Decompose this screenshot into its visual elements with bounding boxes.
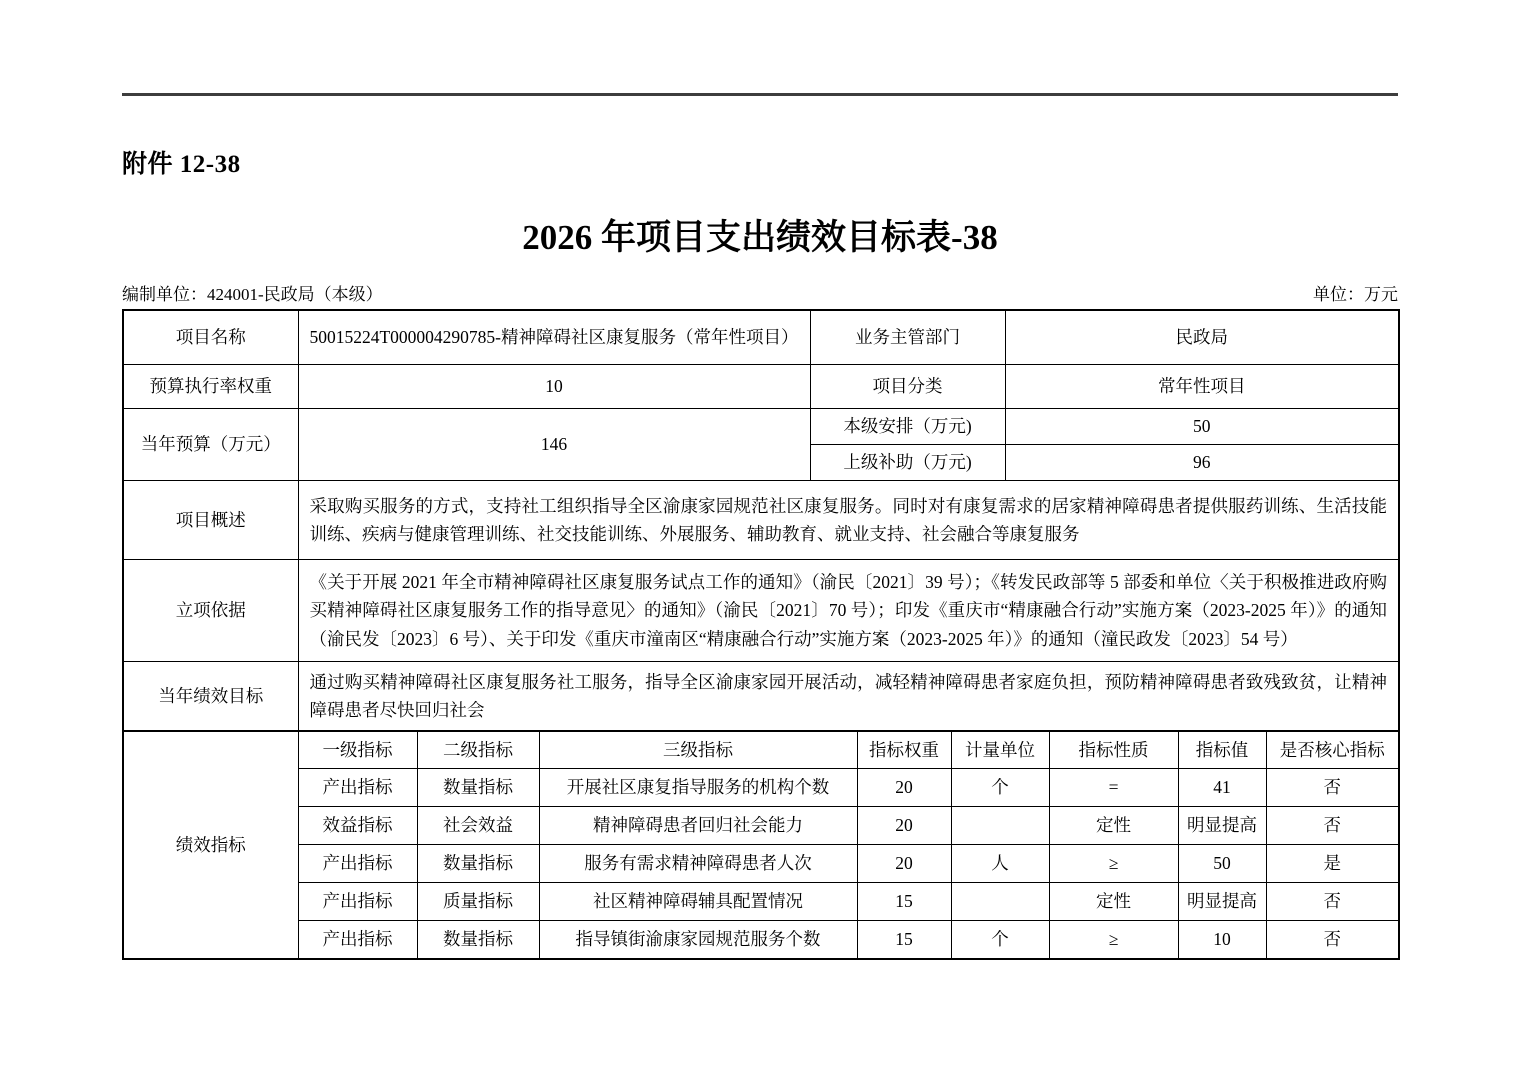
superior-subsidy-value: 96 [1005,445,1399,481]
indicator-nature: = [1049,769,1178,807]
col-header-value: 指标值 [1178,732,1266,769]
indicator-row [123,769,1399,807]
indicator-nature: 定性 [1049,807,1178,845]
indicator-unit [951,883,1049,921]
overview-value: 采取购买服务的方式，支持社工组织指导全区渝康家园规范社区康复服务。同时对有康复需求的居家精神障碍患者提供服药训练、生活技能训练、疾病与健康管理训练、社交技能训练、外展服务、辅助教育、就业支持、社会融合等康复服务 [298,481,1399,560]
project-info-table [122,309,1400,732]
indicator-level1: 产出指标 [298,845,417,883]
goal-label: 当年绩效目标 [123,662,298,732]
indicator-unit: 个 [951,921,1049,960]
indicator-weight: 15 [857,883,951,921]
indicator-core: 是 [1266,845,1399,883]
col-header-level1: 一级指标 [298,732,417,769]
header-rule [122,93,1398,96]
indicator-nature: ≥ [1049,921,1178,960]
col-header-weight: 指标权重 [857,732,951,769]
local-arrangement-value: 50 [1005,409,1399,445]
currency-unit-note: 单位：万元 [1313,285,1398,304]
indicator-level2: 数量指标 [417,769,539,807]
year-budget-label: 当年预算（万元） [123,409,298,481]
dept-label: 业务主管部门 [810,310,1005,365]
indicator-unit: 人 [951,845,1049,883]
indicator-row [123,807,1399,845]
col-header-level3: 三级指标 [539,732,857,769]
indicator-unit [951,807,1049,845]
indicator-level2: 数量指标 [417,921,539,960]
indicator-level3: 指导镇街渝康家园规范服务个数 [539,921,857,960]
indicator-core: 否 [1266,769,1399,807]
indicator-level3: 精神障碍患者回归社会能力 [539,807,857,845]
basis-label: 立项依据 [123,560,298,662]
attachment-label: 附件 12-38 [122,151,241,178]
indicator-value: 明显提高 [1178,883,1266,921]
indicator-value: 明显提高 [1178,807,1266,845]
project-class-value: 常年性项目 [1005,365,1399,409]
indicator-level3: 开展社区康复指导服务的机构个数 [539,769,857,807]
local-arrangement-label: 本级安排（万元) [810,409,1005,445]
indicator-level1: 产出指标 [298,769,417,807]
indicator-level2: 数量指标 [417,845,539,883]
table-row [123,409,1399,445]
year-budget-value: 146 [298,409,810,481]
document-page [122,0,1398,960]
superior-subsidy-label: 上级补助（万元) [810,445,1005,481]
indicator-weight: 20 [857,845,951,883]
table-row [123,662,1399,732]
table-row [123,560,1399,662]
goal-value: 通过购买精神障碍社区康复服务社工服务，指导全区渝康家园开展活动，减轻精神障碍患者家庭负担，预防精神障碍患者致残致贫，让精神障碍患者尽快回归社会 [298,662,1399,732]
col-header-nature: 指标性质 [1049,732,1178,769]
budget-exec-weight-label: 预算执行率权重 [123,365,298,409]
indicator-value: 41 [1178,769,1266,807]
table-row [123,365,1399,409]
indicators-label: 绩效指标 [123,732,298,960]
dept-value: 民政局 [1005,310,1399,365]
col-header-unit: 计量单位 [951,732,1049,769]
indicator-value: 50 [1178,845,1266,883]
project-class-label: 项目分类 [810,365,1005,409]
budget-exec-weight-value: 10 [298,365,810,409]
indicator-level3: 社区精神障碍辅具配置情况 [539,883,857,921]
indicator-level3: 服务有需求精神障碍患者人次 [539,845,857,883]
performance-indicator-table [122,731,1400,960]
indicator-level1: 产出指标 [298,921,417,960]
indicator-level2: 社会效益 [417,807,539,845]
basis-value: 《关于开展 2021 年全市精神障碍社区康复服务试点工作的通知》（渝民〔2021〕39 号）；《转发民政部等 5 部委和单位〈关于积极推进政府购买精神障碍社区康复服务工作的指导意见〉的通知》（渝民〔2021〕70 号）；印发《重庆市“精康融合行动”实施方案（2023-2025 年）》的通知（渝民发〔2023〕6 号）、关于印发《重庆市潼南区“精康融合行动”实施方案（2023-2025 年）》的通知（潼民政发〔2023〕54 号） [298,560,1399,662]
indicator-nature: ≥ [1049,845,1178,883]
indicator-weight: 15 [857,921,951,960]
col-header-level2: 二级指标 [417,732,539,769]
page-title: 2026 年项目支出绩效目标表-38 [522,218,998,257]
indicator-row [123,845,1399,883]
project-name-value: 50015224T000004290785-精神障碍社区康复服务（常年性项目） [298,310,810,365]
table-row [123,310,1399,365]
indicator-level1: 效益指标 [298,807,417,845]
indicator-level2: 质量指标 [417,883,539,921]
indicator-level1: 产出指标 [298,883,417,921]
indicator-row [123,921,1399,960]
overview-label: 项目概述 [123,481,298,560]
indicator-nature: 定性 [1049,883,1178,921]
indicator-core: 否 [1266,921,1399,960]
table-row [123,481,1399,560]
indicator-header-row [123,732,1399,769]
indicator-core: 否 [1266,883,1399,921]
project-name-label: 项目名称 [123,310,298,365]
col-header-core: 是否核心指标 [1266,732,1399,769]
indicator-weight: 20 [857,807,951,845]
indicator-core: 否 [1266,807,1399,845]
table-meta-line [122,280,1398,309]
indicator-value: 10 [1178,921,1266,960]
indicator-weight: 20 [857,769,951,807]
prepared-by-unit: 编制单位：424001-民政局（本级） [122,285,383,304]
indicator-unit: 个 [951,769,1049,807]
indicator-row [123,883,1399,921]
